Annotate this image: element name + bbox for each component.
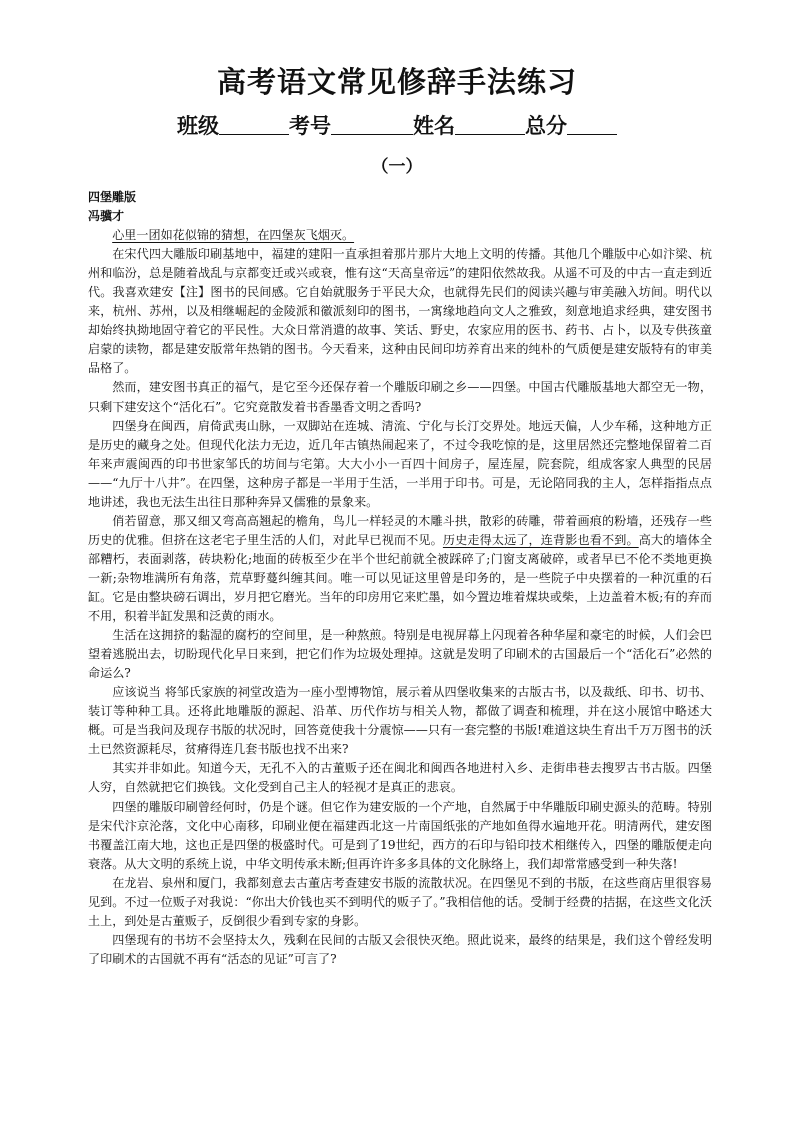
name-label: 姓名 xyxy=(413,114,455,138)
article-title: 四堡雕版 xyxy=(88,190,137,204)
class-blank[interactable] xyxy=(219,114,289,135)
article-sentence-1 xyxy=(88,226,712,245)
article-paragraph-10: 四堡现有的书坊不会坚持太久，残剩在民间的古版又会很快灭绝。照此说来，最终的结果是，我们这个曾经发明了印刷术的古国就不再有“活态的见证”可言了? xyxy=(88,932,712,966)
section-number: （一） xyxy=(371,157,423,177)
number-label: 考号 xyxy=(289,114,331,138)
article-paragraph-7: 其实并非如此。知道今天，无孔不入的古董贩子还在闽北和闽西各地进村入乡、走街串巷去搜罗古书古版。四堡人穷，自然就把它们换钱。文化受到自己主人的轻视才是真正的悲哀。 xyxy=(88,761,712,795)
student-info-line xyxy=(0,110,794,140)
article-paragraph-1: 在宋代四大雕版印刷基地中，福建的建阳一直承担着那片那片大地上文明的传播。其他几个雕版中心如汴梁、杭州和临汾，总是随着战乱与京都变迁或兴或衰，惟有这“天高皇帝远”的建阳依然故我。从遥不可及的中古一直走到近代。我喜欢建安【注】图书的民间感。它自始就服务于平民大众，也就得先民们的阅读兴趣与审美融入坊间。明代以来，杭州、苏州，以及相继崛起的金陵派和徽派刻印的图书，一寓缘地趋向文人之雅致，刻意地追求经典，建安图书却始终执拗地固守着它的平民性。大众日常消遣的故事、笑话、野史，农家应用的医书、药书、占卜，以及专供孩童启蒙的读物，都是建安版常年热销的图书。今天看来，这种由民间印坊养育出来的纯朴的气质便是建安版特有的审美品格了。 xyxy=(88,247,712,376)
article-paragraph-9: 在龙岩、泉州和厦门，我都刻意去古董店考查建安书版的流散状况。在四堡见不到的书版，在这些商店里很容易见到。不过一位贩子对我说：“你出大价钱也买不到明代的贩子了。”我相信他的话。受制于经费的拮据，在这些文化沃土上，到处是古董贩子，反倒很少看到专家的身影。 xyxy=(88,875,712,928)
underlined-sentence: 心里一团如花似锦的猜想，在四堡灰飞烟灭。 xyxy=(112,228,355,243)
page-title: 高考语文常见修辞手法练习 xyxy=(216,65,577,99)
article-paragraph-4 xyxy=(88,512,712,626)
paragraph-4-part-a: 俏若留意，那又细又弯高高翘起的檐角，鸟儿一样轻灵的木雕斗拱，散彩的砖雕，带着画痕的粉墙，还残存一些历史的优雅。但挤在这老宅子里生活的人们，对此早已视而不见。 xyxy=(88,513,712,547)
article-author: 冯骥才 xyxy=(88,209,125,224)
article-paragraph-6: 应该说当 将邹氏家族的祠堂改造为一座小型博物馆，展示着从四堡收集来的古版古书，以及裁纸、印书、切书、装订等种种工具。还将此地雕版的源起、沿革、历代作坊与相关人物，都做了调查和梳理，并在这小展馆中略述大概。可是当我问及现存书版的状况时，回答竟使我十分震惊——只有一套完整的书版!难道这块生育出千万万图书的沃土已然资源耗尽，贫瘠得连几套书版也找不出来? xyxy=(88,685,712,757)
article xyxy=(88,188,712,969)
number-blank[interactable] xyxy=(331,114,413,135)
score-label: 总分 xyxy=(525,114,567,138)
paragraph-4-part-b: 高大的墙体全部糟朽，表面剥落，砖块粉化;地面的砖板至少在半个世纪前就全被踩碎了;门窗支离破碎，或者早已不伦不类地更换一新;杂物堆满所有角落，荒草野蔓纠缠其间。唯一可以见证这里曾是印务的，是一些院子中央摆着的一种沉重的石缸。它是由整块磅石调出，岁月把它磨光。当年的印房用它来贮墨，如今置边堆着煤块或柴，上边盖着木板;有的弃而不用，积着半缸发黑和泛黄的雨水。 xyxy=(88,532,712,624)
name-blank[interactable] xyxy=(455,114,525,135)
article-paragraph-5: 生活在这拥挤的黏湿的腐朽的空间里，是一种熬煎。特别是电视屏幕上闪现着各种华屋和豪宅的时候，人们会巴望着逃脱出去，切盼现代化早日来到，把它们作为垃圾处理掉。这就是发明了印刷术的古国最后一个“活化石”必然的命运么? xyxy=(88,628,712,681)
score-blank[interactable] xyxy=(567,114,617,135)
class-label: 班级 xyxy=(177,114,219,138)
underlined-sentence: 历史走得太远了，连背影也看不到。 xyxy=(442,532,639,547)
article-paragraph-3: 四堡身在闽西，肩倚武夷山脉，一双脚站在连城、清流、宁化与长汀交界处。地远天偏，人少车稀，这种地方正是历史的藏身之处。但现代化法力无边，近几年古镇热闹起来了，不过令我吃惊的是，这里居然还完整地保留着二百年来声震闽西的印书世家邹氏的坊间与宅第。大大小小一百四十间房子，屋连屋，院套院，组成客家人典型的民居——“九厅十八井”。在四堡，这种房子都是一半用于生活，一半用于印书。可是，无论陪同我的主人，怎样指指点点地讲述，我也无法生出往日那种奔异又儒雅的景象来。 xyxy=(88,418,712,509)
article-paragraph-8: 四堡的雕版印刷曾经何时，仍是个谜。但它作为建安版的一个产地，自然属于中华雕版印刷史源头的范畴。特别是宋代汴京沦落，文化中心南移，印刷业便在福建西北这一片南国纸张的产地如鱼得水遍地开花。明清两代，建安图书覆盖江南大地，这也正是四堡的极盛时代。可是到了19世纪，西方的石印与铅印技术相继传入，四堡的雕版便走向衰落。从大文明的系统上说，中华文明传承未断;但再许许多多具体的文化脉络上，我们却常常感受到一种失落! xyxy=(88,799,712,871)
article-paragraph-2: 然而，建安图书真正的福气，是它至今还保存着一个雕版印刷之乡——四堡。中国古代雕版基地大都空无一物，只剩下建安这个“活化石”。它究竟散发着书香墨香文明之香吗? xyxy=(88,380,712,414)
